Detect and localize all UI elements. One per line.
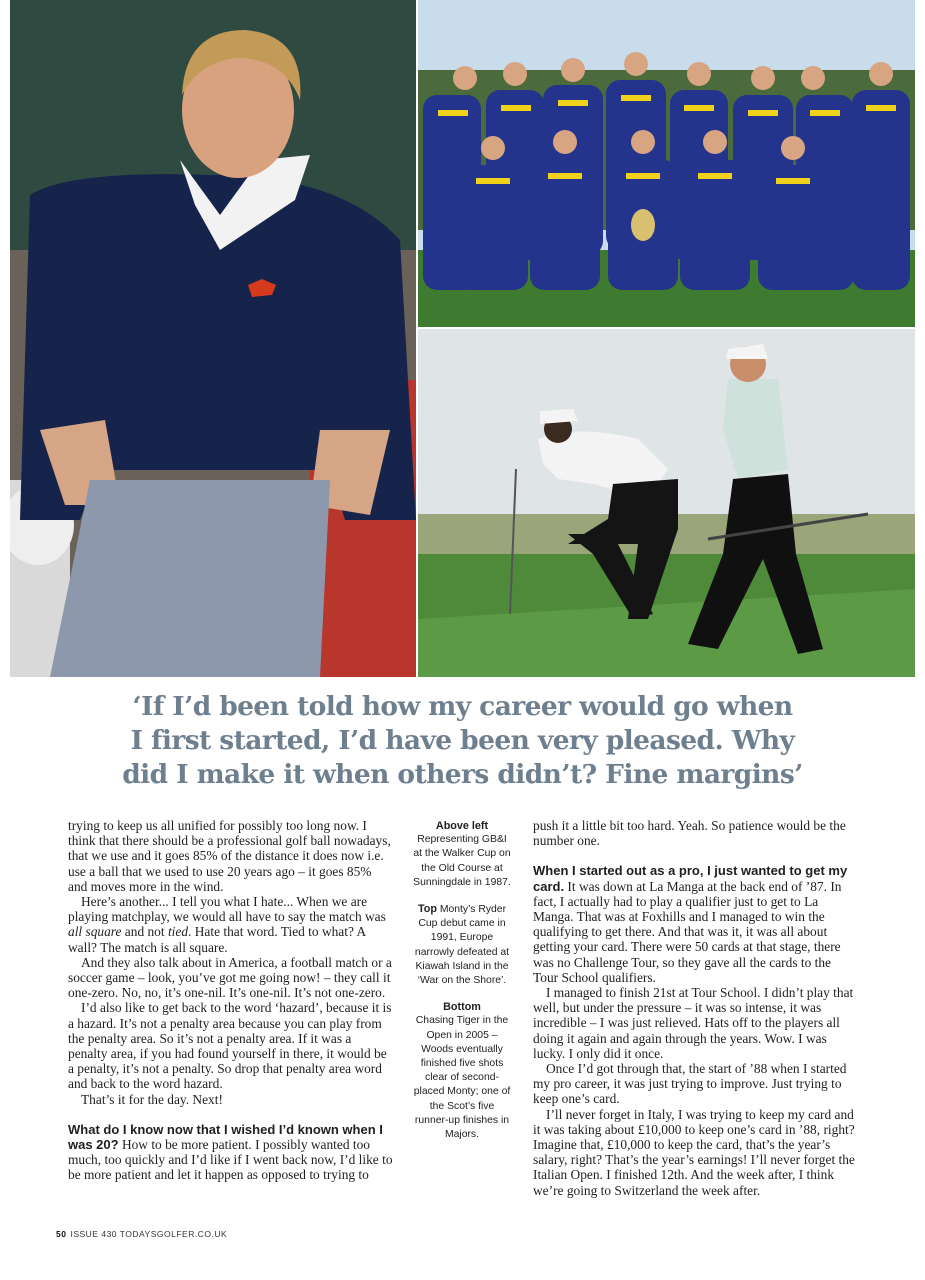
caption-text: Monty’s Ryder Cup debut came in 1991, Europe narrowly defeated at Kiawah Island in the ‘War on the Shore’.: [414, 904, 510, 987]
photo-golfers: [418, 329, 915, 677]
page-footer: [56, 1229, 227, 1239]
question: When I started out as a pro, I just wanted to get my card.: [533, 863, 848, 894]
photo-captions: [412, 819, 512, 1154]
page-number: 50: [56, 1229, 67, 1239]
text-run: Here’s another... I tell you what I hate... When we are playing matchplay, we would all have to say the match was: [68, 894, 386, 925]
photo-golfers-graphic: [418, 329, 915, 677]
paragraph: And they also talk about in America, a football match or a soccer game – look, you’ve got me going now! – they call it one-zero. No, no, it’s one-nil. It’s one-nil. It’s not one-zero.: [68, 954, 392, 1001]
caption-heading: Above left: [435, 820, 489, 832]
caption-bottom: [412, 1000, 512, 1142]
emphasis: tied: [167, 924, 189, 940]
qa-paragraph: [533, 863, 858, 985]
spacer: [533, 848, 858, 863]
paragraph: trying to keep us all unified for possibly too long now. I think that there should be a professional golf ball nowadays, that we use and it goes 85% of the distance it does now i.e. use a ball that we used to use 20 years ago – it goes 85% and moves more in the wind.: [68, 818, 391, 894]
text-run: and not: [121, 924, 168, 940]
paragraph: [68, 894, 393, 955]
footer-text: ISSUE 430 TODAYSGOLFER.CO.UK: [70, 1229, 228, 1239]
pull-quote-line-3: did I make it when others didn’t? Fine margins’: [122, 759, 803, 790]
paragraph: Once I’d got through that, the start of ’88 when I started my pro career, it was just trying to improve. Just trying to keep one’s card.: [533, 1061, 847, 1107]
emphasis: all square: [68, 924, 122, 940]
caption-text: Chasing Tiger in the Open in 2005 – Woods eventually finished five shots clear of second-placed Monty; one of the Scot’s five runner-up finishes in Majors.: [413, 1015, 511, 1141]
question: What do I know now that I wished I’d known when I was 20?: [68, 1121, 383, 1153]
article-column-right: [533, 818, 858, 1198]
caption-text: Representing GB&I at the Walker Cup on the Old Course at Sunningdale in 1987.: [413, 834, 511, 888]
answer: How to be more patient. I possibly wanted too much, too quickly and I’d like if I went back now, I’d like to be more patient and let it happen as opposed to trying to: [68, 1137, 393, 1183]
paragraph: I managed to finish 21st at Tour School. I didn’t play that well, but under the pressure – it was so intense, it was incredible – I was just relieved. Hats off to the players all doing it again and again through the years. Wow. I was lucky. I only did it once.: [533, 985, 854, 1061]
caption-top: [412, 902, 512, 988]
text-run: . Hate that word. Tied to what? A wall? The match is all square.: [68, 924, 366, 955]
photo-portrait-graphic: [10, 0, 416, 677]
paragraph: I’ll never forget in Italy, I was trying to keep my card and it was taking about £10,000 to keep one’s card in ’88, right? Imagine that, £10,000 to keep the card, that’s the year’s salary, right? That’s the year’s earnings! I’ll never forget the Italian Open. I finished 12th. And the week after, I think we’re going to Switzerland the week after.: [533, 1106, 855, 1198]
paragraph: That’s it for the day. Next!: [81, 1091, 223, 1107]
article-column-left: [68, 818, 393, 1183]
caption-above-left: [412, 819, 512, 890]
photo-portrait: [10, 0, 416, 677]
photo-team: [418, 0, 915, 327]
answer: It was down at La Manga at the back end of ’87. In fact, I actually had to play a qualifier just to get to La Manga. That was at Foxhills and I managed to win the qualifying to get there. And that was it, it was all about getting your card. There were 50 cards at that stage, there was no Challenge Tour, so they gave all the cards to the Tour School qualifiers.: [533, 878, 842, 985]
spacer: [68, 1107, 393, 1122]
paragraph: push it a little bit too hard. Yeah. So patience would be the number one.: [533, 818, 846, 849]
pull-quote-line-1: ‘If I’d been told how my career would go when: [132, 691, 793, 722]
qa-paragraph: [68, 1122, 393, 1183]
photo-team-graphic: [418, 0, 915, 327]
pull-quote-line-2: I first started, I’d have been very pleased. Why: [130, 725, 795, 756]
pull-quote: [60, 690, 865, 792]
caption-heading: Bottom: [443, 1001, 481, 1014]
paragraph: I’d also like to get back to the word ‘hazard’, because it is a hazard. It’s not a penalty area because you can play from the penalty area. So it’s not a penalty area. If it was a penalty area, if you had found yourself in there, it would be a penalty, it’s not a penalty. So drop that penalty area word and back to the word hazard.: [68, 1000, 392, 1092]
caption-heading: Top: [417, 903, 437, 916]
